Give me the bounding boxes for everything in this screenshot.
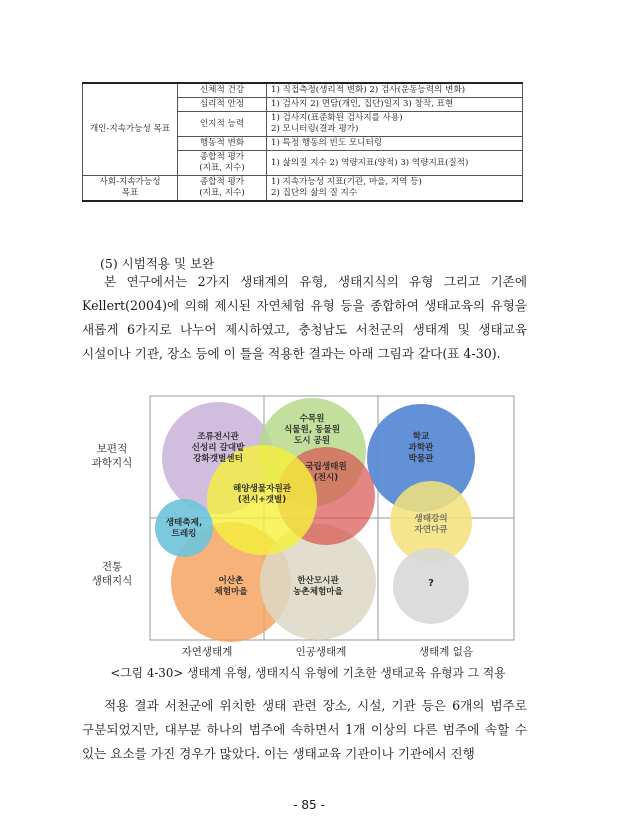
table-sub-cell [178,176,267,202]
method-line: 2) 모니터링(결과 평가) [271,124,359,134]
method-line: 2) 집단의 삶의 질 지수 [271,188,358,198]
page-number: - 85 - [293,798,325,812]
row-label-scientific: 보편적 과학지식 [91,443,133,469]
circle-label-arboretum: 수목원 식물원, 동물원 도시 공원 [283,414,341,446]
paragraph [82,270,527,366]
table-sub-cell: 신체적 건강 [178,83,267,98]
sub-line: (지표, 지수) [199,163,245,173]
table-group-label: 사회-지속가능성 [99,177,161,187]
venn-figure [80,394,520,658]
table-group-cell [83,83,178,176]
table-method-cell: 1) 특정 행동의 빈도 모니터링 [267,137,523,151]
section-heading: (5) 시범적용 및 보완 [100,256,215,271]
sub-line: 종합적 평가 [199,177,245,187]
circle-label-eco-festival: 생태축제, 트레킹 [165,518,203,539]
circle-label-unknown: ? [428,578,434,589]
figure-caption: <그림 4-30> 생태계 유형, 생태지식 유형에 기초한 생태교육 유형과 그 적용 [110,666,506,680]
paragraph [82,694,527,766]
circle-label-school: 학교 과학관 박물관 [408,432,434,464]
sub-line: 종합적 평가 [199,152,245,162]
method-line: 1) 검사지(표준화된 검사지를 사용) [271,113,403,123]
table-method-cell: 1) 검사지 2) 면담(개인, 집단)일지 3) 창작, 표현 [267,98,523,112]
paragraph-text: 적용 결과 서천군에 위치한 생태 관련 장소, 시설, 기관 등은 6개의 범주로 구분되었지만, 대부분 하나의 범주에 속하면서 1개 이상의 다른 범주에 속할 수 있는 요소를 가진 경우가 많았다. 이는 생태교육 기관이나 기관에서 진행 [82,698,527,761]
table-method-cell: 1) 삶의질 지수 2) 역량지표(양적) 3) 역량지표(질적) [267,151,523,176]
col-label-artificial: 인공생태계 [295,646,347,658]
col-label-none: 생태계 없음 [418,646,474,658]
table-method-cell [267,176,523,202]
table-group-label: 개인-지속가능성 목표 [89,124,171,134]
table-group-label: 목표 [121,188,139,198]
sub-line: (지표, 지수) [199,188,245,198]
evaluation-table [82,82,523,202]
row-label-traditional: 전통 생태지식 [91,561,133,587]
table-group-cell [83,176,178,202]
circle-label-eco-lecture: 생태강의 자연다큐 [414,514,448,535]
circle-label-national-ecology: 국립생태원 (전시) [305,462,347,483]
method-line: 1) 지속가능성 지표(기관, 마을, 지역 등) [271,177,422,187]
table-sub-cell: 행동적 변화 [178,137,267,151]
table-row [83,176,523,202]
circle-label-bird-museum: 조류전시관 신성리 갈대밭 강화갯벌센터 [191,432,245,464]
table-row [83,83,523,98]
table-method-cell: 1) 직접측정(생리적 변화) 2) 검사(운동능력의 변화) [267,83,523,98]
circle-label-hansan-ramie: 한산모시관 농촌체험마을 [293,576,343,597]
paragraph-text: 본 연구에서는 2가지 생태계의 유형, 생태지식의 유형 그리고 기존에 Kellert(2004)에 의해 제시된 자연체험 유형 등을 종합하여 생태교육의 유형을 새롭게 6가지로 나누어 제시하였고, 충청남도 서천군의 생태계 및 생태교육 시설이나 기관, 장소 등에 이 틀을 적용한 결과는 아래 그림과 같다(표 4-30). [82,274,527,361]
circle-label-fishing-village: 어산촌 체험마을 [214,576,248,597]
col-label-natural: 자연생태계 [181,646,233,658]
circle-label-marine-bio: 해양생물자원관 (전시+갯벌) [232,484,292,505]
table-sub-cell: 심리적 안정 [178,98,267,112]
table-method-cell [267,112,523,137]
table-sub-cell [178,151,267,176]
table-sub-cell: 인지적 능력 [178,112,267,137]
